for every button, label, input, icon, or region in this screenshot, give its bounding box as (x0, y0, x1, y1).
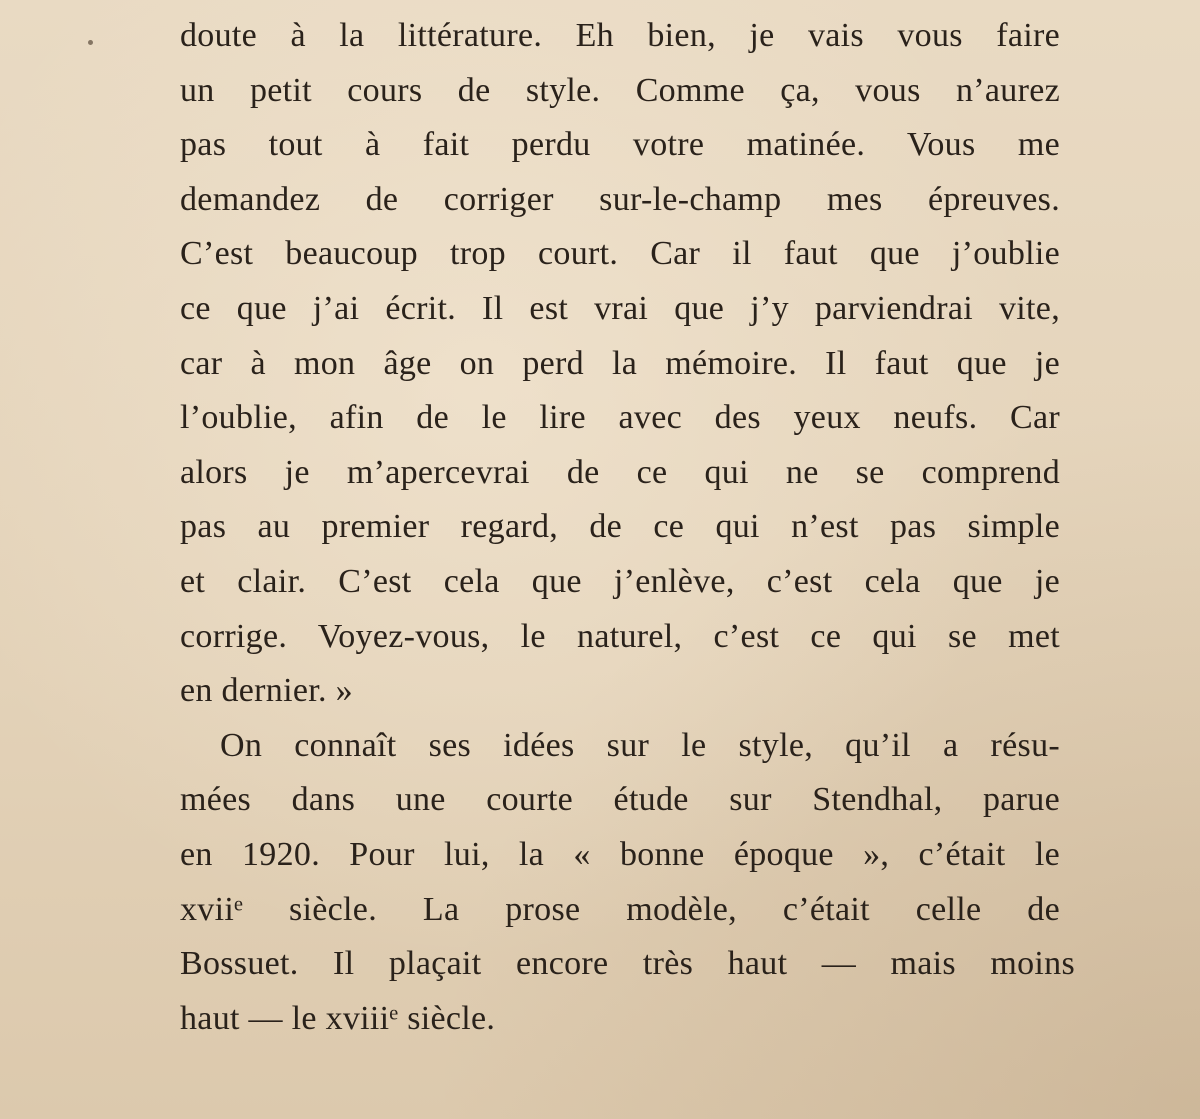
text-line: Bossuet. Il plaçait encore très haut — mais moins (180, 945, 1075, 983)
text-line: en dernier. » (180, 672, 353, 710)
text-line: un petit cours de style. Comme ça, vous n’aurez (180, 71, 1060, 109)
text-line: doute à la littérature. Eh bien, je vais vous faire (180, 17, 1060, 54)
text-line: C’est beaucoup trop court. Car il faut que j’oublie (180, 235, 1060, 273)
text-line: alors je m’apercevrai de ce qui ne se comprend (180, 453, 1060, 491)
text-line: pas au premier regard, de ce qui n’est pas simple (180, 508, 1060, 546)
ink-speck (88, 40, 93, 45)
paragraph-first-line: On connaît ses idées sur le style, qu’il a résu- (220, 726, 1060, 764)
text-line: ce que j’ai écrit. Il est vrai que j’y parviendrai vite, (180, 289, 1060, 327)
text-line: et clair. C’est cela que j’enlève, c’est cela que je (180, 562, 1060, 600)
page-text (180, 9, 1075, 1046)
text-line: xviiᵉ siècle. La prose modèle, c’était celle de (180, 890, 1060, 928)
text-line: car à mon âge on perd la mémoire. Il faut que je (180, 344, 1060, 382)
text-line: demandez de corriger sur-le-champ mes épreuves. (180, 180, 1060, 218)
text-line: mées dans une courte étude sur Stendhal, parue (180, 781, 1060, 819)
text-line: l’oublie, afin de le lire avec des yeux neufs. Car (180, 399, 1060, 437)
text-line: en 1920. Pour lui, la « bonne époque », c’était le (180, 835, 1060, 873)
text-line: corrige. Voyez-vous, le naturel, c’est ce qui se met (180, 617, 1060, 655)
text-line: haut — le xviiiᵉ siècle. (180, 999, 496, 1037)
text-line: pas tout à fait perdu votre matinée. Vous me (180, 126, 1060, 164)
